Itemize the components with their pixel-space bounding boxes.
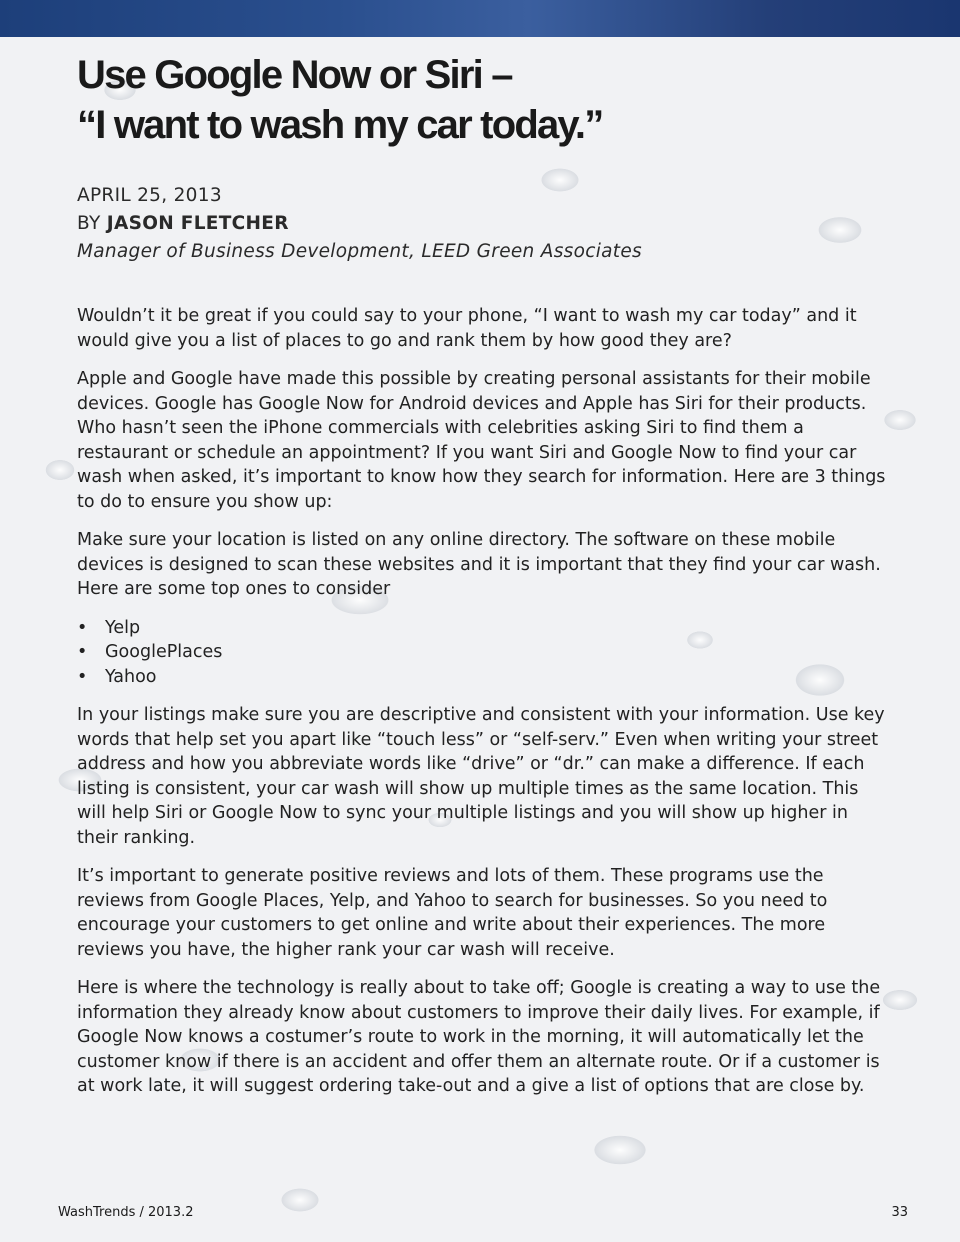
publication-name: WashTrends / 2013.2 xyxy=(58,1205,194,1220)
header-color-band xyxy=(0,0,960,37)
paragraph-1: Wouldn’t it be great if you could say to your phone, “I want to wash my car today” and it would give you a list of places to go and rank them by how good they are? xyxy=(77,306,857,351)
paragraph-4: In your listings make sure you are descriptive and consistent with your information. Use key words that help set you apart like “touch less” or “self-serv.” Even when writing your street address and how you abbreviate words like “drive” or “dr.” can make a difference. If each listing is consistent, your car wash will show up multiple times as the same location. This will help Siri or Google Now to sync your multiple listings and you will show up higher in their ranking. xyxy=(77,705,885,848)
author-role: Manager of Business Development, LEED Green Associates xyxy=(77,241,642,262)
byline-label: BY xyxy=(77,213,101,234)
list-item: • Yelp xyxy=(77,616,887,641)
page-number: 33 xyxy=(891,1205,908,1220)
paragraph-2: Apple and Google have made this possible by creating personal assistants for their mobile devices. Google has Google Now for Android devices and Apple has Siri for their products. Who hasn’t seen the iPhone commercials with celebrities asking Siri to find them a restaurant or schedule an appointment? If you want Siri and Google Now to find your car wash when asked, it’s important to know how they search for information. Here are 3 things to do to ensure you show up: xyxy=(77,369,886,512)
article xyxy=(77,50,887,1113)
directory-list xyxy=(77,616,887,690)
list-item: • Yahoo xyxy=(77,665,887,690)
author-name: JASON FLETCHER xyxy=(106,213,289,234)
list-item: • GooglePlaces xyxy=(77,640,887,665)
paragraph-3: Make sure your location is listed on any online directory. The software on these mobile devices is designed to scan these websites and it is important that they find your car wash. Here are some top ones to consider xyxy=(77,530,881,599)
article-title-line-1: Use Google Now or Siri – xyxy=(77,53,512,97)
article-title-line-2: “I want to wash my car today.” xyxy=(77,103,603,147)
paragraph-5: It’s important to generate positive reviews and lots of them. These programs use the reviews from Google Places, Yelp, and Yahoo to search for businesses. So you need to encourage your customers to get online and write about their experiences. The more reviews you have, the higher rank your car wash will receive. xyxy=(77,866,828,960)
article-date: APRIL 25, 2013 xyxy=(77,185,222,206)
article-title xyxy=(77,50,887,150)
paragraph-6: Here is where the technology is really about to take off; Google is creating a way to use the information they already know about customers to improve their daily lives. For example, if Google Now knows a costumer’s route to work in the morning, it will automatically let the customer know if there is an accident and offer them an alternate route. Or if a customer is at work late, it will suggest ordering take-out and a give a list of options that are close by. xyxy=(77,978,881,1096)
article-meta xyxy=(77,182,887,266)
byline xyxy=(77,210,887,238)
article-body xyxy=(77,304,887,1099)
